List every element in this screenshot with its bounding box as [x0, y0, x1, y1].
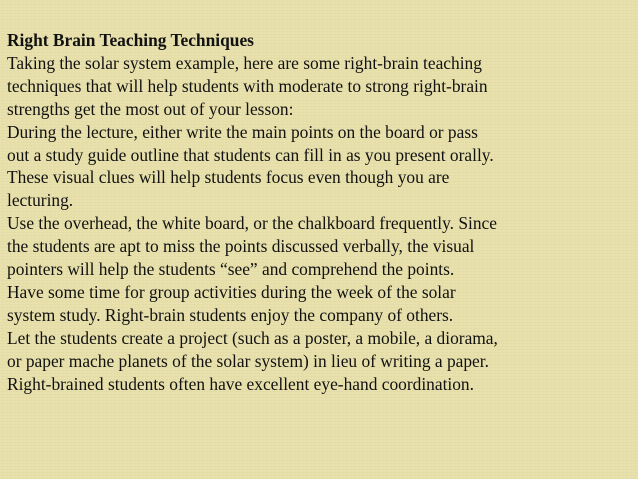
tip-lecture-line-3: These visual clues will help students focus even though you are [7, 167, 450, 188]
tip-visual-line-3: pointers will help the students “see” and comprehend the points. [7, 259, 455, 280]
tip-visual-line-1: Use the overhead, the white board, or the chalkboard frequently. Since [7, 213, 497, 234]
slide-title: Right Brain Teaching Techniques [7, 30, 254, 50]
tip-project-line-3: Right-brained students often have excellent eye-hand coordination. [7, 373, 474, 394]
tip-lecture-line-4: lecturing. [7, 190, 74, 211]
intro-line-3: strengths get the most out of your lesson: [7, 98, 294, 119]
tip-project-line-2: or paper mache planets of the solar system) in lieu of writing a paper. [7, 350, 489, 371]
tip-lecture-line-1: During the lecture, either write the main points on the board or pass [7, 121, 478, 142]
intro-line-1: Taking the solar system example, here are some right-brain teaching [7, 52, 482, 73]
intro-line-2: techniques that will help students with moderate to strong right-brain [7, 75, 488, 96]
tip-group-line-2: system study. Right-brain students enjoy the company of others. [7, 304, 454, 325]
tip-lecture-line-2: out a study guide outline that students can fill in as you present orally. [7, 144, 494, 165]
tip-visual-line-2: the students are apt to miss the points discussed verbally, the visual [7, 236, 475, 257]
tip-project-line-1: Let the students create a project (such as a poster, a mobile, a diorama, [7, 327, 498, 348]
slide-text-block [7, 29, 635, 396]
tip-group-line-1: Have some time for group activities during the week of the solar [7, 281, 456, 302]
